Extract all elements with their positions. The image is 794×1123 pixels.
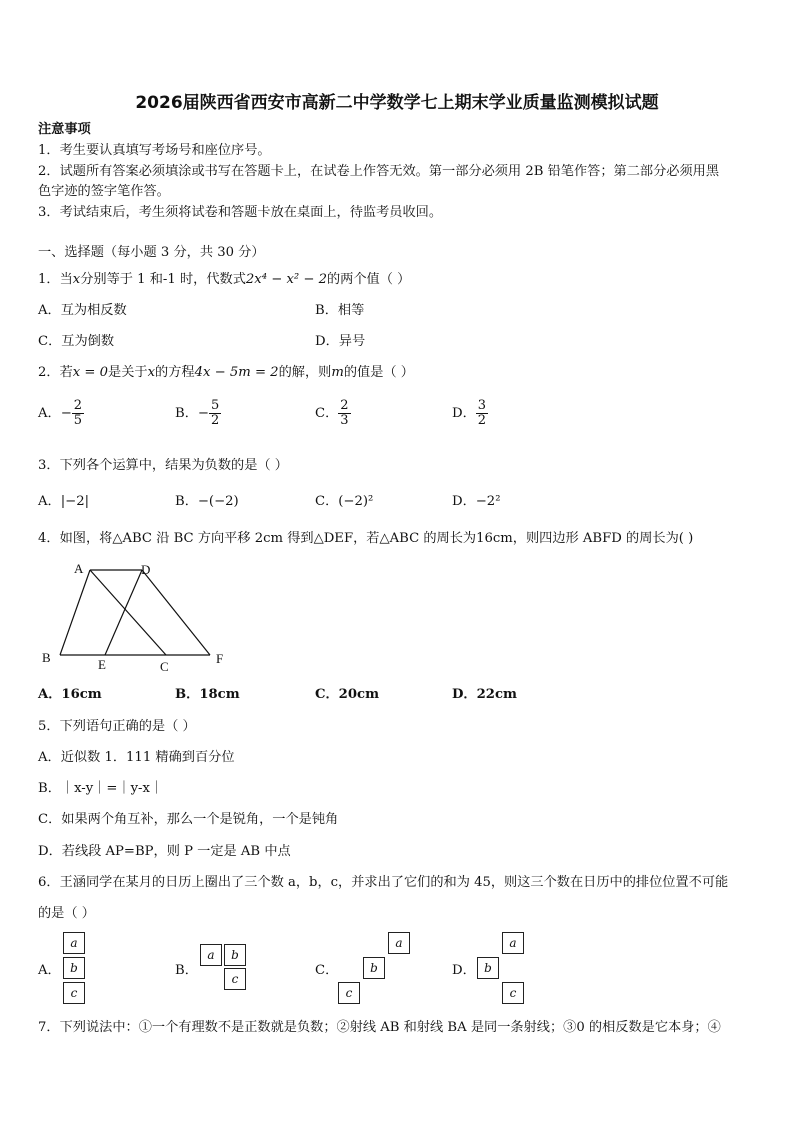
point-label-f: F [216, 651, 224, 666]
q5-option-c[interactable]: C．如果两个角互补，那么一个是锐角，一个是钝角 [38, 812, 339, 827]
question-2-stem: 2．若x = 0是关于x的方程4x − 5m = 2的解，则m的值是（ ） [38, 365, 414, 380]
note-2: 2．试题所有答案必须填涂或书写在答题卡上，在试卷上作答无效。第一部分必须用 2B 铅笔作答；第二部分必须用黑 [38, 164, 720, 179]
cell-c: c [63, 982, 85, 1004]
q1-option-b[interactable]: B．相等 [315, 303, 365, 318]
q6-option-a[interactable]: A． [38, 963, 61, 978]
q1-expression: 2x⁴ − x² − 2 [245, 272, 327, 287]
cell-a: a [502, 932, 524, 954]
q6-option-b[interactable]: B． [175, 963, 198, 978]
q5-option-b[interactable]: B．｜x-y｜=｜y-x｜ [38, 781, 164, 796]
cell-b: b [477, 957, 499, 979]
q1-option-d[interactable]: D．异号 [315, 334, 366, 349]
point-label-e: E [98, 657, 106, 672]
note-3: 3．考试结束后，考生须将试卷和答题卡放在桌面上，待监考员收回。 [38, 205, 443, 220]
q5-option-a[interactable]: A．近似数 1．111 精确到百分位 [38, 750, 235, 765]
cell-a: a [388, 932, 410, 954]
q2-option-a[interactable]: A．− $\frac{2}{5}$ [38, 398, 83, 428]
q2-option-b[interactable]: B．− $\frac{5}{2}$ [175, 398, 220, 428]
segment-df [142, 570, 210, 655]
q4-option-b[interactable]: B．18cm [175, 687, 240, 702]
cell-c: c [224, 968, 246, 990]
q2-option-c[interactable]: C． $\frac{2}{3}$ [315, 398, 349, 428]
q1-option-c[interactable]: C．互为倒数 [38, 334, 115, 349]
q3-option-c[interactable]: C．(−2)² [315, 494, 374, 509]
q3-option-b[interactable]: B．−(−2) [175, 494, 239, 509]
q4-option-a[interactable]: A．16cm [38, 687, 102, 702]
question-5-stem: 5．下列语句正确的是（ ） [38, 719, 196, 734]
note-2-cont: 色字迹的签字笔作答。 [38, 184, 170, 199]
cell-a: a [200, 944, 222, 966]
question-6-stem: 6．王涵同学在某月的日历上圈出了三个数 a，b，c，并求出了它们的和为 45，则这三个数在日历中的排位位置不可能 [38, 875, 729, 890]
cell-a: a [63, 932, 85, 954]
cell-c: c [502, 982, 524, 1004]
section-heading: 一、选择题（每小题 3 分，共 30 分） [38, 245, 265, 260]
q1-option-a[interactable]: A．互为相反数 [38, 303, 127, 318]
q2-option-d[interactable]: D． $\frac{3}{2}$ [452, 398, 487, 428]
question-3-stem: 3．下列各个运算中，结果为负数的是（ ） [38, 458, 288, 473]
point-label-d: D [141, 562, 151, 577]
point-label-a: A [74, 561, 84, 576]
notes-heading: 注意事项 [38, 122, 91, 137]
question-4-stem: 4．如图，将△ABC 沿 BC 方向平移 2cm 得到△DEF，若△ABC 的周长为16cm，则四边形 ABFD 的周长为( ) [38, 531, 694, 546]
cell-b: b [63, 957, 85, 979]
q4-option-d[interactable]: D．22cm [452, 687, 517, 702]
q6-option-c[interactable]: C． [315, 963, 339, 978]
point-label-c: C [160, 659, 169, 674]
point-label-b: B [42, 650, 51, 665]
cell-b: b [224, 944, 246, 966]
q3-option-d[interactable]: D．−2² [452, 494, 501, 509]
cell-c: c [338, 982, 360, 1004]
q6-option-d[interactable]: D． [452, 963, 476, 978]
q4-option-c[interactable]: C．20cm [315, 687, 380, 702]
translation-diagram [38, 558, 238, 678]
segment-ac [90, 570, 166, 655]
segment-de [105, 570, 142, 655]
page-title: 2026届陕西省西安市高新二中学数学七上期末学业质量监测模拟试题 [135, 93, 659, 113]
note-1: 1．考生要认真填写考场号和座位序号。 [38, 143, 271, 158]
segment-ab [60, 570, 90, 655]
q3-option-a[interactable]: A．|−2| [38, 494, 90, 509]
question-6-stem-cont: 的是（ ） [38, 906, 95, 921]
q5-option-d[interactable]: D．若线段 AP=BP，则 P 一定是 AB 中点 [38, 844, 291, 859]
question-7-stem: 7．下列说法中：①一个有理数不是正数就是负数；②射线 AB 和射线 BA 是同一条射线；③0 的相反数是它本身；④ [38, 1020, 721, 1035]
cell-b: b [363, 957, 385, 979]
question-1-stem: 1．当x分别等于 1 和-1 时，代数式2x⁴ − x² − 2的两个值（ ） [38, 272, 411, 287]
